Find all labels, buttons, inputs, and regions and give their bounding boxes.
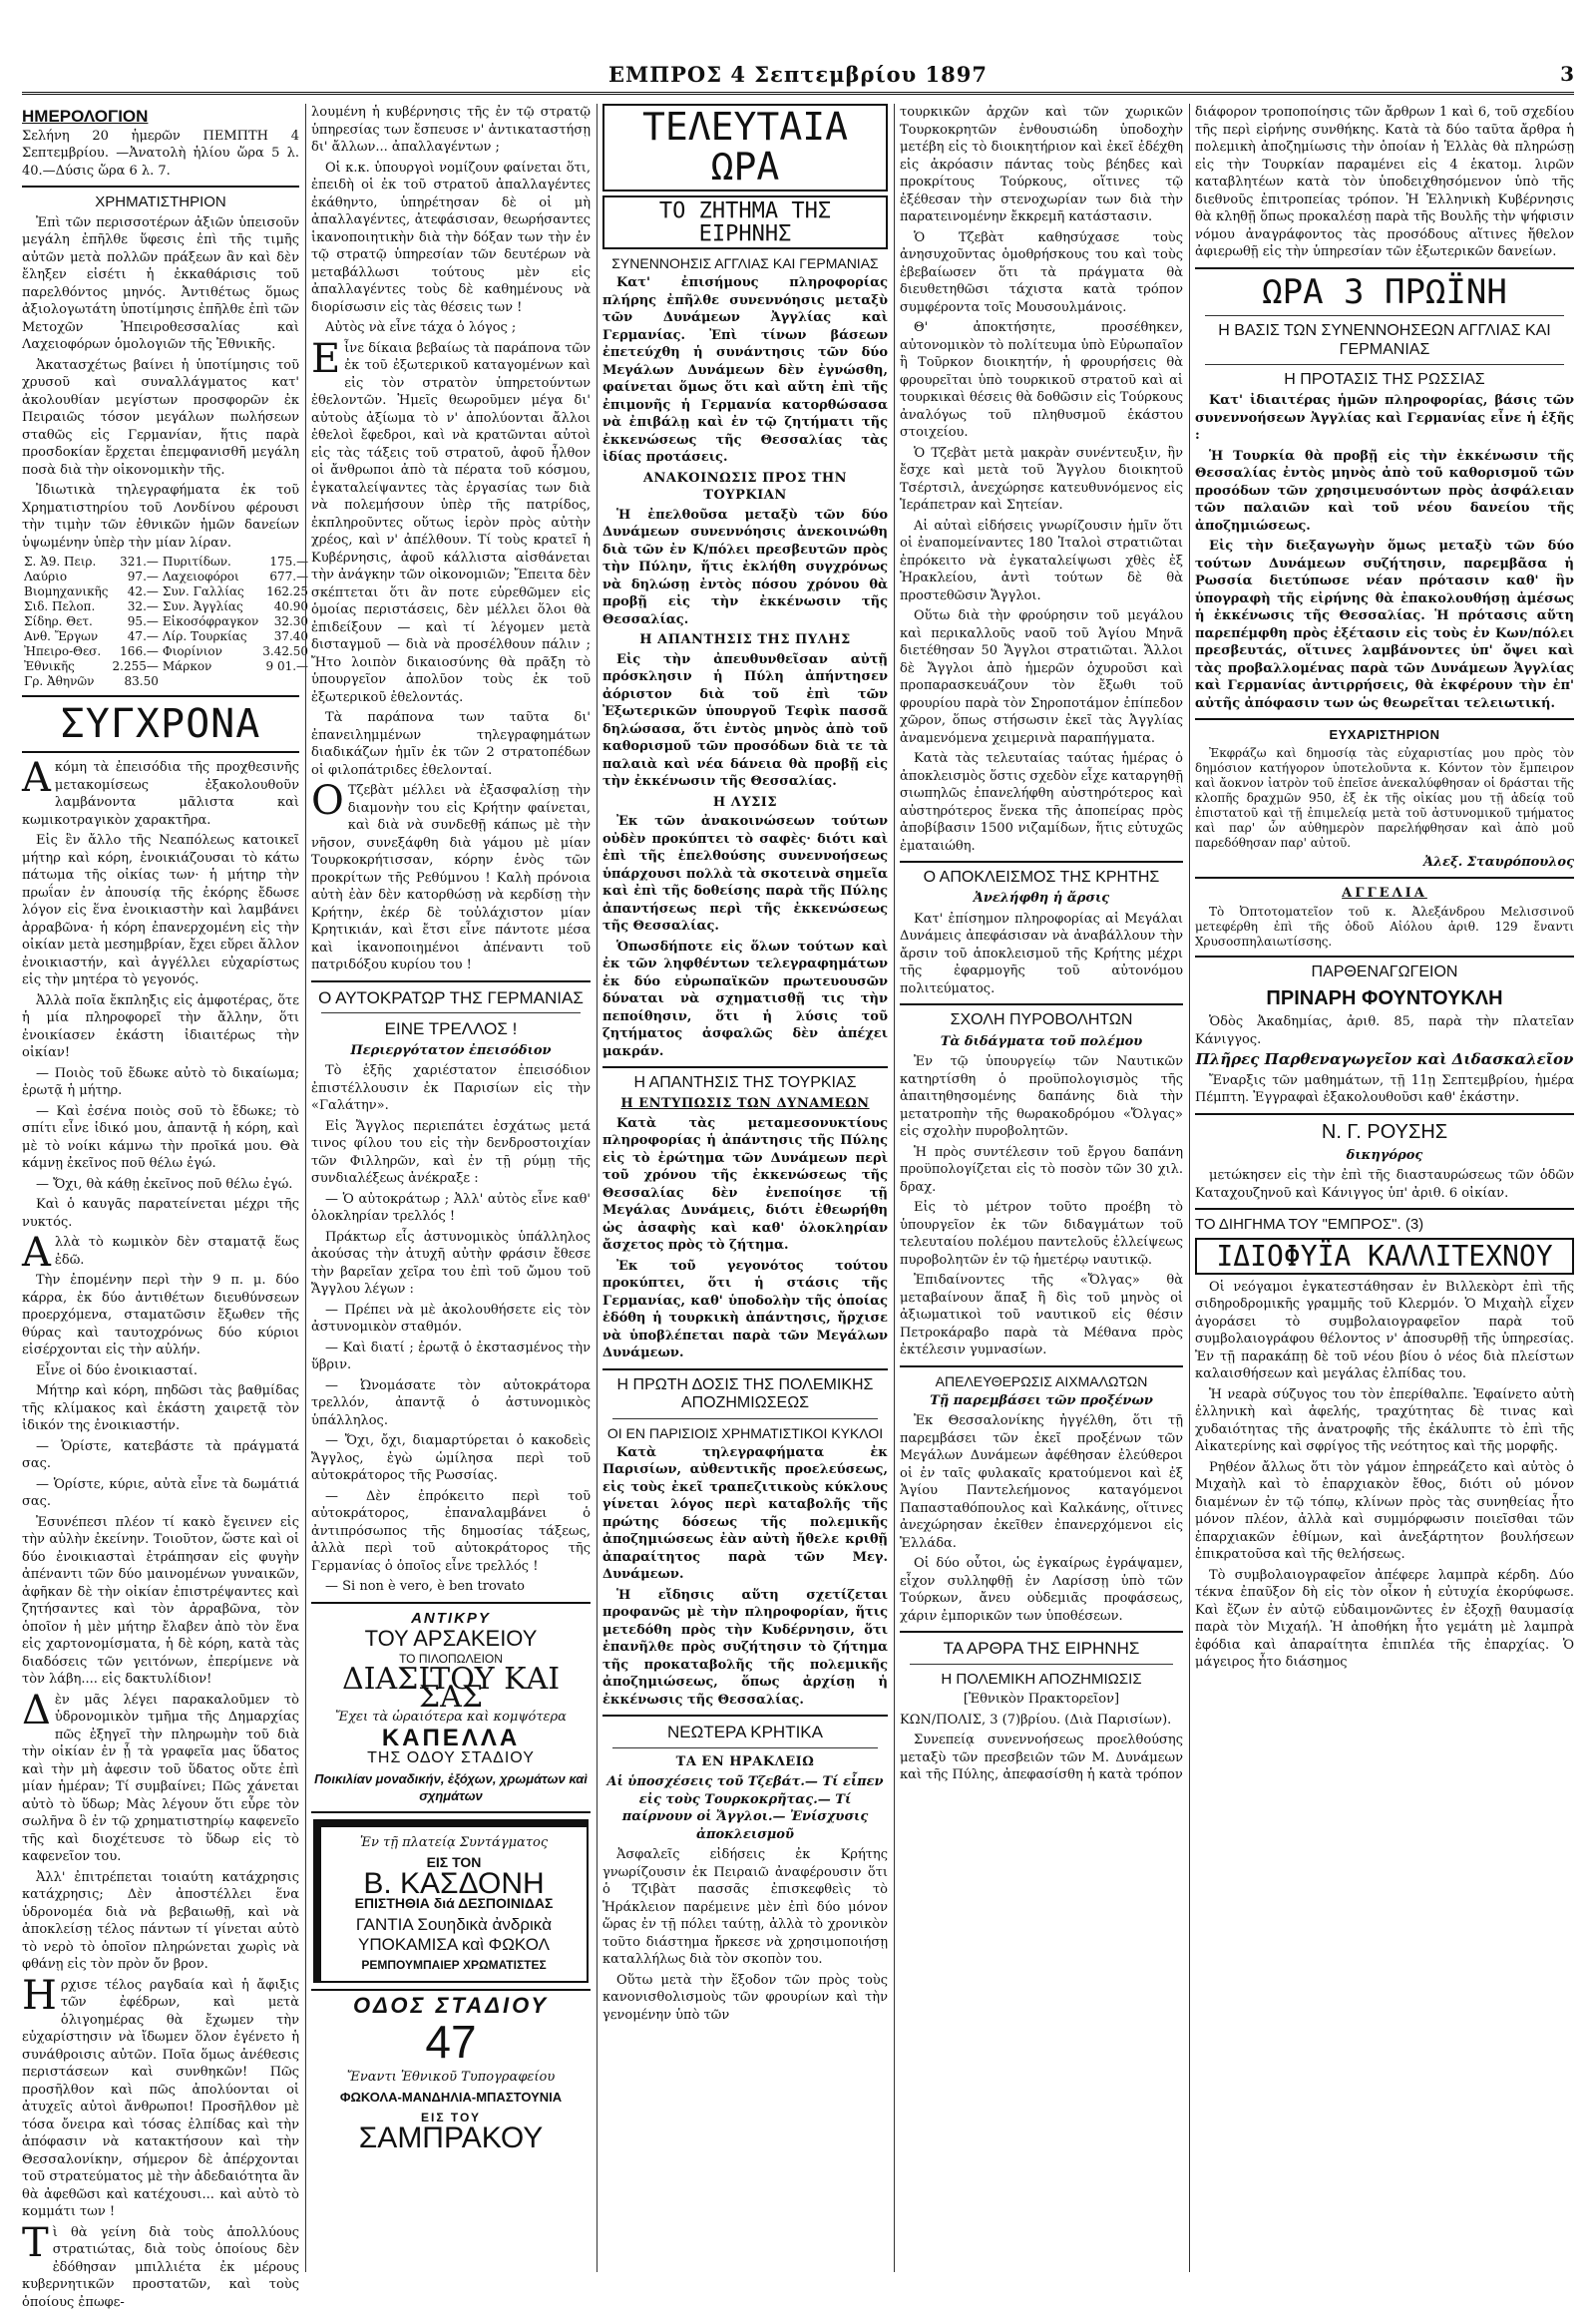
divider <box>1195 267 1574 269</box>
paragraph: — Καὶ ἐσένα ποιὸς σοῦ τὸ ἔδωκε; τὸ σπίτι εἶνε ἰδικό μου, ἀπαντᾷ ἡ κόρη, καὶ μὲ τὸ νοίκι κάμνω τὴν προῖκά μου. Θὰ κάμνῃ ἐκεῖνος ποῦ θέλω ἐγώ. <box>22 1103 299 1172</box>
paragraph-text: ὶ θὰ γείνη διὰ τοὺς ἀπολλύους στρατιώτας, διὰ τοὺς ὁποίους δὲν ἐδόθησαν μπιλλιέτα ἐκ μέρους κυβερνητικῶν προστατῶν, καὶ τοὺς ὁποίους ἐπωφε- <box>22 2224 299 2310</box>
divider <box>311 1811 591 1813</box>
heading-dikigoros: δικηγόρος <box>1346 1147 1423 1163</box>
market-price: 3.42.50 <box>262 644 309 659</box>
paragraph: Κατ' ἐπισήμους πληροφορίας πλήρης ἐπῆλθε συνεννόησις μεταξὺ τῶν Δυνάμεων Ἀγγλίας καὶ Γερμανίας. Ἐπὶ τίνων βάσεων ἐπετεύχθη ἡ συνάντησις τῶν δύο Μεγάλων Δυνάμεων δὲν ἐγνώσθη, φαίνεται ὅμως ὅτι καὶ αὕτη ἐπὶ τῆς ἐπιμονῆς ἡ Γερμανία κατορθώσασα νὰ ἐπιβάλῃ καὶ ἐν τῷ ζητήματι τῆς ἐκκενώσεως τῆς Θεσσαλίας τὰς ἰδίας προτάσεις. <box>602 275 888 466</box>
heading-kritika: ΝΕΩΤΕΡΑ ΚΡΗΤΙΚΑ <box>667 1723 823 1742</box>
market-name: Μάρκον <box>162 659 212 674</box>
heading-zitima: ΤΟ ΖΗΤΗΜΑ ΤΗΣ ΕΙΡΗΝΗΣ <box>658 197 832 246</box>
heading-synennoisis: ΣΥΝΕΝΝΟΗΣΙΣ ΑΓΓΛΙΑΣ ΚΑΙ ΓΕΡΜΑΝΙΑΣ <box>611 254 879 271</box>
paragraph: λουμένη ἡ κυβέρνησις τῆς ἐν τῷ στρατῷ ὑπηρεσίας των ἔσπευσε ν' ἀντικαταστήσῃ δι' ἄλλων... ἀπαλλαγέντων ; <box>311 105 591 155</box>
paragraph: Οἱ νεόγαμοι ἐγκατεστάθησαν ἐν Βιλλεκὸρτ ἐπὶ τῆς σιδηροδρομικῆς γραμμῆς τοῦ Κλερμόν. Ὁ Μιχαὴλ εἶχεν ἀγοράσει τὸ συμβολαιογραφεῖον παρὰ τοῦ συμβολαιογράφου θέλοντος ν' ἀποσυρθῇ τῆς ὑπηρεσίας. Ἐν τῇ παρακάπῃ δὲ τοῦ νέου βίου ὁ νέος διὰ πλείστων καλαισθήσεων καὶ μεγάλας ἐλπίδας του. <box>1195 1279 1574 1382</box>
heading-yposxeseis: Αἱ ὑποσχέσεις τοῦ Τζεβάτ.— Τί εἶπεν εἰς τοὺς Τουρκοκρῆτας.— Τί παίρνουν οἱ Ἄγγλοι.— Ἐνίσχυσις ἀποκλεισμοῦ <box>606 1774 884 1842</box>
ad-line: Ἐν τῇ πλατείᾳ Συντάγματος <box>359 1834 549 1850</box>
ad-line: ΥΠΟΚΑΜΙΣΑ καὶ ΦΩΚΟΛ <box>357 1935 550 1955</box>
paragraph: Οὕτω διὰ τὴν φρούρησιν τοῦ μεγάλου καὶ περικαλλοῦς ναοῦ τοῦ Ἁγίου Μηνᾶ διετέθησαν 50 Ἄγγλοι στρατιῶται. Ἄλλοι δὲ Ἄγγλοι ἀπὸ ἡμερῶν ὀχυροῦσι καὶ προπαρασκευάζουν τὸν ἔξωθι τοῦ φρουρίου παρὰ τὸν Σηροποτάμον ἐπίπεδον χῶρον, ὅπως στήσωσιν ἐκεῖ τὰς Ἀγγλίας ἀναμενόμενα χειμερινὰ παραπήγματα. <box>900 608 1183 746</box>
paragraph <box>22 1230 299 1277</box>
heading-rousis: Ν. Γ. ΡΟΥΣΗΣ <box>1321 1120 1448 1143</box>
newspaper-title: ΕΜΠΡΟΣ 4 Σεπτεμβρίου 1897 <box>608 62 988 87</box>
paragraph: Ἐκ τῶν ἀνακοινώσεων τούτων οὐδὲν προκύπτει τὸ σαφὲς· διότι καὶ ἐπὶ τῆς ἐπελθούσης συνεννοήσεως ὑπάρχουσι πολλὰ τὰ σκοτεινὰ σημεῖα καὶ ἐπὶ τῆς δοθείσης παρὰ τῆς Πύλης ἀπαντήσεως περὶ τῆς ἐκκενώσεως τῆς Θεσσαλίας. <box>602 814 888 935</box>
paragraph: Συνεπείᾳ συνεννοήσεως προελθούσης μεταξὺ τῶν πρεσβειῶν τῶν Μ. Δυνάμεων καὶ τῆς Πύλης, ἀπεφασίσθη ἡ κατὰ τρόπον <box>900 1733 1183 1783</box>
heading-entyposis: Η ΕΝΤΥΠΩΣΙΣ ΤΩΝ ΔΥΝΑΜΕΩΝ <box>620 1096 870 1112</box>
heading-eucharistirion: ΕΥΧΑΡΙΣΤΗΡΙΟΝ <box>1329 727 1440 743</box>
market-price: 47.— <box>127 629 159 644</box>
market-name: Σιδ. Πελοπ. <box>24 599 96 614</box>
paragraph: — Πρέπει νὰ μὲ ἀκολουθήσετε εἰς τὸν ἀστυνομικὸν σταθμόν. <box>311 1302 591 1336</box>
ad-samprakou <box>311 1993 591 2155</box>
paragraph: — Si non è vero, è ben trovato <box>325 1579 525 1595</box>
paragraph: Εἰς Ἄγγλος περιεπάτει ἐσχάτως μετά τινος φίλου του εἰς τὴν δενδροστοιχίαν τῶν Φιλληρῶν, καὶ ἐν τῇ ρύμῃ τῆς συνδιαλέξεως ἀνέκραξε : <box>311 1118 591 1187</box>
heading-polemiki: Η ΠΟΛΕΜΙΚΗ ΑΠΟΖΗΜΙΩΣΙΣ <box>941 1670 1142 1688</box>
page-number: 3 <box>1560 62 1574 86</box>
market-row <box>22 659 310 674</box>
heading-apantisis-pylis: Η ΑΠΑΝΤΗΣΙΣ ΤΗΣ ΠΥΛΗΣ <box>639 632 851 648</box>
heading-arthra: ΤΑ ΑΡΘΡΑ ΤΗΣ ΕΙΡΗΝΗΣ <box>943 1639 1140 1659</box>
paragraph: Ἐπιδαίνοντες τῆς «Ὄλγας» θὰ μεταβαίνουν ἅπαξ ἢ δὶς τοῦ μηνὸς οἱ ἀξιωματικοὶ τοῦ ναυτικοῦ εἰς θέσιν Πετροκάραβο παρὰ τὰ Μέθανα πρὸς ἐκτέλεσιν γυμνασίων. <box>900 1273 1183 1358</box>
market-price: 42.— <box>127 584 159 599</box>
paragraph: Κατὰ τηλεγραφήματα ἐκ Παρισίων, αὐθεντικῆς προελεύσεως, εἰς τοὺς ἐκεῖ τραπεζιτικοὺς κύκλους γίνεται λόγος περὶ καταβολῆς τῆς πρώτης δόσεως τῆς πολεμικῆς ἀποζημιώσεως ἐὰν αὐτὴ ἤθελε κριθῇ ἀπαραίτητος παρὰ τῶν Μεγ. Δυνάμεων. <box>602 1444 888 1583</box>
drop-cap: Α <box>22 755 51 802</box>
paragraph <box>311 778 591 974</box>
ad-line: ΚΑΠΕΛΛΑ <box>381 1724 521 1751</box>
paragraph: Ἡ ἐπελθοῦσα μεταξὺ τῶν δύο Δυνάμεων συνεννόησις ἀνεκοινώθη διὰ τῶν ἐν Κ/πόλει πρεσβευτῶν πρὸς τὴν Πύλην, ἥτις ἐκλήθη συγχρόνως νὰ δηλώσῃ ἐντὸς πόσου χρόνου θὰ προβῇ εἰς τὴν ἐκκένωσιν τῆς Θεσσαλίας. <box>602 507 888 627</box>
masthead-rule <box>22 92 1574 95</box>
column-rule <box>597 104 598 2272</box>
drop-cap: Τ <box>22 2219 49 2266</box>
market-row <box>22 674 310 689</box>
market-price: 677.— <box>269 570 309 584</box>
ad-line: ΣΑΜΠΡΑΚΟΥ <box>358 2121 544 2155</box>
market-name: Ανθ. Ἔργων <box>24 629 99 644</box>
market-price: 97.— <box>127 570 159 584</box>
paragraph: — Ὁρίστε, κατεβάστε τὰ πράγματά σας. <box>22 1438 299 1472</box>
heading-vasis: Η ΒΑΣΙΣ ΤΩΝ ΣΥΝΕΝΝΟΗΣΕΩΝ ΑΓΓΛΙΑΣ ΚΑΙ ΓΕΡΜΑΝΙΑΣ <box>1218 322 1551 358</box>
paragraph: Αὐτὸς νὰ εἶνε τάχα ὁ λόγος ; <box>325 320 517 335</box>
market-price: 9 01.— <box>265 659 309 674</box>
column-rule <box>894 104 895 2272</box>
paragraph <box>22 755 299 829</box>
drop-cap: Ο <box>311 778 344 824</box>
paragraph <box>22 1972 299 2221</box>
paragraph: Οἱ κ.κ. ὑπουργοὶ νομίζουν φαίνεται ὅτι, ἐπειδὴ οἱ ἐκ τοῦ στρατοῦ ἀπαλλαγέντες ἐκάθηντο, ὑπηρέτησαν δὲ οἱ μὴ ἀπαλλαγέντες, ἀτεφάσισαν, θεωρήσαντες ἱκανοποιητικὴν διὰ τὴν δόξαν των τὴν ἐν τῷ στρατῷ ὑπηρεσίαν τῶν δευτέρων νὰ μεταβάλλωσι τούτους μὲν εἰς ἀπαλλαγέντες τοὺς δὲ καθημένους νὰ διορίσωσιν εἰς τὰς θέσεις των ! <box>311 160 591 315</box>
heading-parisioi: ΟΙ ΕΝ ΠΑΡΙΣΙΟΙΣ ΧΡΗΜΑΤΙΣΤΙΚΟΙ ΚΥΚΛΟΙ <box>606 1424 884 1441</box>
paragraph: Ὁδὸς Ἀκαδημίας, ἀριθ. 85, παρὰ τὴν πλατεῖαν Κάνιγγος. <box>1195 1014 1574 1047</box>
paragraph: Ἡ Τουρκία θὰ προβῇ εἰς τὴν ἐκκένωσιν τῆς Θεσσαλίας ἐντὸς μηνὸς ἀπὸ τοῦ καθορισμοῦ τῶν προσόδων τῶν χρησιμευσόντων πρὸς ἀσφάλειαν τῶν παλαιῶν καὶ τοῦ νέου δανείου τῆς ἀποζημιώσεως. <box>1195 448 1574 534</box>
ad-line: ΦΩΚΟΛΑ-ΜΑΝΔΗΛΙΑ-ΜΠΑΣΤΟΥΝΙΑ <box>339 2090 563 2106</box>
market-name: Λαύριο <box>24 570 68 584</box>
divider <box>1205 315 1564 316</box>
paragraph: Ἀσφαλεῖς εἰδήσεις ἐκ Κρήτης γνωρίζουσιν ἐκ Πειραιῶ ἀναφέρουσιν ὅτι ὁ Τζιβὰτ πασσᾶς ἐπισκεφθεὶς τὸ Ἡράκλειον παρέμεινε μὲν ἐπὶ δύο μόνον ὥρας ἐν τῇ πόλει ταύτῃ, ἀλλὰ τὸ χρονικὸν τοῦτο διάστημα ἤρκεσε νὰ χρησιμοποιήσῃ καταλλήλως διὰ τὸν σκοπὸν του. <box>602 1847 888 1968</box>
market-row <box>22 644 310 659</box>
divider <box>22 186 299 188</box>
heading-sygchrona: ΣΥΓΧΡΟΝΑ <box>60 701 261 748</box>
market-price: 2.255— <box>112 659 159 674</box>
paragraph: — Δὲν ἐπρόκειτο περὶ τοῦ αὐτοκράτορος, ἐπαναλαμβάνει ὁ ἀντιπρόσωπος τῆς δημοσίας τάξεως, ἀλλὰ περὶ τοῦ αὐτοκράτορος τῆς Γερμανίας ὁ ὁποῖος εἶνε τρελλός ! <box>311 1488 591 1574</box>
paragraph: Μήτηρ καὶ κόρη, πηδῶσι τὰς βαθμίδας τῆς κλίμακος καὶ ἑκάστη χαιρετᾷ τὸν ἰδικόν της ἐνοικιαστήν. <box>22 1383 299 1434</box>
masthead <box>22 60 1574 100</box>
divider <box>1195 1208 1574 1210</box>
paragraph: Καὶ ὁ καυγᾶς παρατείνεται μέχρι τῆς νυκτός. <box>22 1197 299 1230</box>
paragraph: Ἀκατασχέτως βαίνει ἡ ὑποτίμησις τοῦ χρυσοῦ καὶ συναλλάγματος κατ' ἀκολουθίαν μεγίστων προσφορῶν ἐκ Πειραιῶς τόσον μεγάλων πωλήσεων σταθῶς εἰς Γερμανίαν, ἥτις παρὰ προσδοκίαν ἔρχεται ἐπεμφανισθῆ μεγάλη ποσὰ διὰ τὴν οἰκονομικὴν τῆς. <box>22 357 299 478</box>
source-line: [Ἐθνικὸν Πρακτορεῖον] <box>963 1692 1120 1708</box>
paragraph: Αἱ αὐταὶ εἰδήσεις γνωρίζουσιν ἡμῖν ὅτι οἱ ἐναπομείναντες 180 Ἰταλοὶ στρατιῶται ἐπρόκειτο νὰ ἐγκαταλείψωσι χθὲς ἐξ Ἡρακλείου, ἀντὶ τούτων δὲ θὰ προστεθῶσιν Ἄγγλοι. <box>900 518 1183 603</box>
paragraph: Ἀλλὰ ποῖα ἔκπληξις εἰς ἀμφοτέρας, ὅτε ἡ μία πληροφορεῖ τὴν ἄλλην, ὅτι ἐνοικίασεν ἑκάστη ἰδιαιτέρως τὴν οἰκίαν! <box>22 992 299 1061</box>
market-name: Συν. Γαλλίας <box>162 584 244 599</box>
paragraph: Τὰ παράπονα των ταῦτα δι' ἐπανειλημμένων τηλεγραφημάτων διαδικάζων ἡμῖν ἐκ τῶν 2 στρατοπέδων οἱ φιλοπάτριδες ἐθελονταί. <box>311 710 591 778</box>
paragraph: Κατὰ τὰς τελευταίας ταύτας ἡμέρας ὁ ἀποκλεισμὸς ὅστις σχεδὸν εἶχε καταργηθῇ σιωπηλῶς ἐπανελήφθη αὐστηρότερος καὶ αὐστηρότερος ἕνεκα τῆς ἀποπείρας πρὸς ἀποβίβασιν 1500 νιζαμίδων, ἥτις εὐτυχῶς ἐματαιώθη. <box>900 751 1183 854</box>
heading-apeleutherosis: ΑΠΕΛΕΥΘΕΡΩΣΙΣ ΑΙΧΜΑΛΩΤΩΝ <box>935 1372 1148 1389</box>
paragraph: Ἀλλ' ἐπιτρέπεται τοιαύτη κατάχρησις κατάχρησις; Δὲν ἀποστέλλει ἕνα ὑδρονομέα διὰ νὰ βεβαιωθῇ, καὶ νὰ ἀποκλείσῃ τέλος πάντων τί γίνεται αὐτὸ τὸ νερὸ τὸ ὁποῖον πληρώνεται χωρὶς νὰ φθάνῃ εἰς τὸν πρὸν ὄν βρον. <box>22 1869 299 1973</box>
drop-cap: Η <box>22 1972 57 2019</box>
paragraph: — Ὄχι, θὰ κάθῃ ἐκεῖνος ποῦ θέλω ἐγώ. <box>36 1176 293 1192</box>
ad-line: ΑΝΤΙΚΡΥ <box>411 1609 491 1627</box>
heading-scholi: ΣΧΟΛΗ ΠΥΡΟΒΟΛΗΤΩΝ <box>950 1011 1133 1029</box>
market-price: 32.— <box>127 599 159 614</box>
ad-line: ΕΙΣ ΤΟΝ <box>426 1854 482 1871</box>
heading-proti-dosis: Η ΠΡΩΤΗ ΔΟΣΙΣ ΤΗΣ ΠΟΛΕΜΙΚΗΣ ΑΠΟΖΗΜΙΩΣΕΩΣ <box>616 1375 874 1412</box>
paragraph: Ἐκ Θεσσαλονίκης ἠγγέλθη, ὅτι τῇ παρεμβάσει τῶν ἐκεῖ προξένων τῶν Μεγάλων Δυνάμεων ἀφέθησαν ἐλεύθεροι οἱ ἐν ταῖς φυλακαῖς κρατούμενοι καὶ ἐξ Ἁγίου Παντελεήμονος καταγόμενοι Παπασταθόπουλος καὶ Καλκάνης, οἵτινες ἀνεχώρησαν ἐκεῖθεν ἐπανερχόμενοι εἰς Ἑλλάδα. <box>900 1413 1183 1551</box>
market-price: 40.90 <box>273 599 309 614</box>
ad-line: ΔΙΑΣΙΤΟΥ ΚΑΙ ΣΑΣ <box>341 1662 561 1715</box>
paragraph: — Ὁ αὐτοκράτωρ ; Ἀλλ' αὐτὸς εἶνε καθ' ὁλοκληρίαν τρελλός ! <box>311 1191 591 1225</box>
paragraph: Εἶνε οἱ δύο ἐνοικιασταί. <box>36 1362 198 1378</box>
drop-cap: Α <box>22 1230 51 1277</box>
signature: Ἀλεξ. Σταυρόπουλος <box>1422 854 1574 870</box>
divider <box>900 1631 1183 1633</box>
heading-chrematisterion: ΧΡΗΜΑΤΙΣΤΗΡΙΟΝ <box>95 193 226 211</box>
heading-idiofyia-box <box>1195 1238 1574 1275</box>
paragraph: Κατὰ τὰς μεταμεσονυκτίους πληροφορίας ἡ ἀπάντησις τῆς Πύλης εἰς τὸ ἐρώτημα τῶν Δυνάμεων περὶ τοῦ χρόνου τῆς ἐκκενώσεως τῆς Θεσσαλίας δὲν ἐνεποίησε τῇ Μεγάλας Δυνάμεις, διότι ἐθεωρήθη ὡς ἀσαφὴς καὶ καθ' ὁλοκληρίαν ἄσχετος πρὸς τὸ ζήτημα. <box>602 1115 888 1254</box>
paragraph: Τὸ συμβολαιογραφεῖον ἀπέφερε λαμπρὰ κέρδη. Δύο τέκνα ἐπαῦξον δὴ εἰς τὸν οἶκον ἡ εὐτυχία ἐκορύφωσε. Καὶ ἔζων ἐν αὐτῷ εὐδαιμονῶντες ἐν ἐξοχῇ θαυμασίᾳ παρὰ τὸν Μιχαήλ. Ἡ ἀποθήκη ἦτο γεμάτη μὲ λαμπρὰ ἐφόδια καὶ ἀπαραίτητα ἐπιπλέα τῆς ἐπαρχίας. Ὁ μάγειρος ἦτο διάσημος <box>1195 1567 1574 1671</box>
paragraph: Ἐκφράζω καὶ δημοσίᾳ τὰς εὐχαριστίας μου πρὸς τὸν δημόσιον κατήγορον ὑποτελοῦντα κ. Κόντον τὸν ἔμπειρον καὶ ἄοκνον ἰατρὸν τοῦ ἐπεῖσε ἀνεκαλύφθησαν οἱ δράσται τῆς κλοπῆς δραχμῶν 950, ἐξ ἐκ τῆς οἰκίας μου τῇ ἀδείᾳ τοῦ ἐπιστατοῦ καὶ τῇ ἐπιμελείᾳ μετὰ τοῦ ἀστυνομικοῦ τμήματος καὶ παρ' ὧν αὐθημερὸν παρελήφθησαν καὶ ἀπὸ μοῦ παρεδόθησαν παρ' αὐτοῦ. <box>1195 745 1574 850</box>
market-name: Συν. Ἀγγλίας <box>162 599 243 614</box>
heading-parembasei: Τῇ παρεμβάσει τῶν προξένων <box>930 1392 1153 1408</box>
heading-idiofyia: ΙΔΙΟΦΥΪΑ ΚΑΛΛΙΤΕΧΝΟΥ <box>1216 1239 1553 1273</box>
divider <box>311 1989 591 1991</box>
market-name: Σίδηρ. Θετ. <box>24 614 93 629</box>
paragraph: Ἐσυνέπεσι πλέον τί κακὸ ἔγεινεν εἰς τὴν αὐλὴν ἐκείνην. Τοιοῦτον, ὥστε καὶ οἱ δύο ἐνοικιασταὶ ἐτράπησαν εἰς φυγὴν ἀπέναντι τῶν δύο μαινομένων γυναικῶν, ἀφῆκαν δὲ τὴν οἰκίαν ἐπιστρέψαντες καὶ ζητήσαντες καὶ τὸν ἀρραβῶνα, τὸν ὁποῖον ἡ μὲν μήτηρ ἔλαβεν ἀπὸ τὸν ἕνα εἰς χαρτονομίσματα, ἡ δὲ κόρη, κατὰ τὰς διαδόσεις τῶν γειτόνων, ἐπερίμενε νὰ τὸν λάβη.... εἰς δακτυλίδιον! <box>22 1514 299 1688</box>
ad-line: ΕΠΙΣΤΗΘΙΑ διά ΔΕΣΠΟΙΝΙΔΑΣ <box>354 1895 554 1912</box>
column-5 <box>1195 104 1574 2272</box>
heading-anakoinosis: ΑΝΑΚΟΙΝΩΣΙΣ ΠΡΟΣ ΤΗΝ ΤΟΥΡΚΙΑΝ <box>642 470 848 504</box>
divider <box>1205 364 1564 365</box>
paragraph-text: ἶνε δίκαια βεβαίως τὰ παράπονα τῶν ἐκ τοῦ ἐξωτερικοῦ καταγομένων καὶ εἰς τὸν στρατὸν ὑπηρετούντων ἐθελοντῶν. Ἡμεῖς θεωροῦμεν μέγα δι' αὐτοὺς ἀξίωμα τὸ ν' ἀπολύονται ἄλλοι ἐθελοὶ ἔφεδροι, καὶ νὰ κρατῶνται αὐτοὶ εἰς τὰς τάξεις τοῦ στρατοῦ, ἀφοῦ ἦλθον οἱ ἄνθρωποι ἀπὸ τὰ πέρατα τοῦ κόσμου, ἐγκαταλείψαντες τὰς ἐργασίας των διὰ νὰ πολεμήσουν ὑπὲρ τῆς πατρίδος, ἐκπληροῦντες οὕτως ἱερὸν πρὸς αὐτὴν χρέος, καὶ ν' ἀπέλθουν. Τί τοὺς κρατεῖ ἡ Κυβέρνησις, ἀφοῦ κάλλιστα αἰσθάνεται τὴν ἀνάγκην τῶν οἰκονομιῶν; Ἔπειτα δὲν σκέπτεται ὅτι ἂν ποτε εὑρεθῶμεν εἰς ὁμοίας περιστάσεις, δὲν μέλλει ὅλοι θὰ ἐπιδείξουν — καὶ τί λέγομεν μετὰ δισταγμοῦ — διὰ νὰ προσέλθουν πάλιν ; Ἤτο λοιπὸν δικαιοσύνης θὰ πρᾶξη τὸ ὑπουργεῖον ἀπολῦον τοὺς ἐκ τοῦ ἐξωτερικοῦ ἐθελοντάς. <box>311 340 591 705</box>
market-name: Ἠπειρο-Θεσ. <box>24 644 102 659</box>
paragraph: Εἰς τὴν ἀπευθυνθεῖσαν αὐτῇ πρόσκλησιν ἡ Πύλη ἀπήντησεν ἀόριστον διὰ τοῦ ἐπὶ τῶν Ἐξωτερικῶν ὑπουργοῦ Τεφὶκ πασσᾶ δηλώσασα, ὅτι ἐντὸς μηνὸς ἀπὸ τοῦ καθορισμοῦ τῶν προσόδων διὰ τε τὰ παλαιὰ καὶ νέα δάνεια θὰ προβῇ εἰς τὴν ἐκκένωσιν τῆς Θεσσαλίας. <box>602 651 888 790</box>
ad-line: Ποικιλίαν μοναδικήν, ἐξόχων, χρωμάτων καὶ σχημάτων <box>314 1770 588 1804</box>
market-name: Εἰκοσόφραγκον <box>162 614 259 629</box>
divider <box>900 1365 1183 1367</box>
ad-line: ΓΑΝΤΙΑ Σουηδικὰ ἀνδρικὰ <box>355 1914 553 1934</box>
ad-line: ΤΗΣ ΟΔΟΥ ΣΤΑΔΙΟΥ <box>367 1749 535 1767</box>
market-row <box>22 614 310 629</box>
dateline: ΚΩΝ/ΠΟΛΙΣ, 3 (7)βρίου. (Διὰ Παρισίων). <box>900 1712 1172 1728</box>
market-row <box>22 629 310 644</box>
paragraph: Ἐν τῷ ὑπουργείῳ τῶν Ναυτικῶν κατηρτίσθη ὁ προϋπολογισμὸς τῆς ἀπαιτηθησομένης δαπάνης διὰ τὴν μετατροπὴν τῆς θωρακοδρόμου «Ὄλγας» εἰς σχολὴν πυροβολητῶν. <box>900 1054 1183 1140</box>
column-rule <box>305 104 306 2272</box>
market-table <box>22 555 310 689</box>
market-row <box>22 584 310 599</box>
market-name: Ἐθνικῆς <box>24 659 75 674</box>
heading-aggelia: ΑΓΓΕΛΙΑ <box>1342 886 1427 902</box>
divider <box>602 1715 888 1717</box>
market-price: 162.25 <box>266 584 309 599</box>
drop-cap: Δ <box>22 1687 51 1733</box>
market-price: 175.— <box>269 555 309 570</box>
paragraph: Ἡ εἴδησις αὕτη σχετίζεται προφανῶς μὲ τὴν πληροφορίαν, ἥτις μετεδόθη πρὸς τὴν Κυδέρνησιν, ὅτι ἐπανῆλθε πρὸς συζήτησιν τὸ ζήτημα τῆς προκαταβολῆς τῆς πολεμικῆς ἀποζημιώσεως, ὅπως ἀρχίσῃ ἡ ἐκκένωσις τῆς Θεσσαλίας. <box>602 1587 888 1708</box>
paragraph: Κατ' ἰδιαιτέρας ἡμῶν πληροφορίας, βάσις τῶν συνεννοήσεων Ἀγγλίας καὶ Γερμανίας εἶνε ἡ ἑξῆς : <box>1195 393 1574 444</box>
ad-line: Ἔναντι Ἐθνικοῦ Τυπογραφείου <box>346 2069 556 2085</box>
heading-apokleismos: Ο ΑΠΟΚΛΕΙΣΜΟΣ ΤΗΣ ΚΡΗΤΗΣ <box>923 869 1160 886</box>
heading-diigima: ΤΟ ΔΙΗΓΗΜΑ ΤΟΥ "ΕΜΠΡΟΣ". (3) <box>1195 1216 1424 1234</box>
heading-teleutaia-box <box>602 104 888 192</box>
heading-didagmata: Τὰ διδάγματα τοῦ πολέμου <box>940 1033 1143 1049</box>
column-1 <box>22 104 309 2310</box>
divider <box>1195 877 1574 879</box>
paragraph: — Ὁρίστε, κύριε, αὐτὰ εἶνε τὰ δωμάτιά σας. <box>22 1476 299 1510</box>
market-price: 321.— <box>120 555 159 570</box>
ad-line: Β. ΚΑΣΔΟΝΗ <box>363 1866 545 1900</box>
paragraph: Πράκτωρ εἷς ἀστυνομικὸς ὑπάλληλος ἀκούσας τὴν ἀτυχῆ αὐτὴν φράσιν ἔθεσε τὴν βαρεῖαν χεῖρα του ἐπὶ τοῦ ὤμου τοῦ Ἄγγλου λέγων : <box>311 1229 591 1298</box>
divider <box>22 695 299 697</box>
heading-irakleio: ΤΑ ΕΝ ΗΡΑΚΛΕΙΩ <box>675 1753 815 1769</box>
heading-hemerologion: ΗΜΕΡΟΛΟΓΙΟΝ <box>22 107 149 126</box>
paragraph: Ἡ νεαρὰ σύζυγος του τὸν ἐπερίθαλπε. Ἐφαίνετο αὐτὴ ἐλληνικὴ καὶ ἀφελής, τραχύτητας δὲ τινας καὶ χυδαιότητας τῆς ἀνατροφῆς τῆς ἐκάλυπτε τὸ ἐπὶ τῆς Αἰκατερίνης καὶ σφρίγος τῆς νεότητος καὶ τῆς μορφῆς. <box>1195 1386 1574 1455</box>
divider <box>1195 718 1574 720</box>
drop-cap: Ε <box>311 335 341 382</box>
divider <box>602 1368 888 1370</box>
market-price: 95.— <box>127 614 159 629</box>
paragraph: Ὁ Τζεβὰτ καθησύχασε τοὺς ἀνησυχοῦντας ὁμοθρήσκους του καὶ τοὺς ἐβεβαίωσεν ὅτι τὰ πράγματα θὰ διευθετηθῶσι τάχιστα κατὰ τρόπον συμφέροντα τοῖς Μουσουλμάνοις. <box>900 229 1183 315</box>
divider <box>311 1602 591 1604</box>
paragraph: — Καὶ διατί ; ἐρωτᾷ ὁ ἐκστασμένος τὴν ὕβριν. <box>311 1340 591 1373</box>
heading-prinari: ΠΡΙΝΑΡΗ ΦΟΥΝΤΟΥΚΛΗ <box>1266 987 1503 1010</box>
market-row <box>22 599 310 614</box>
market-name: Βιομηχανικῆς <box>24 584 109 599</box>
ad-line: ΤΟ ΠΙΛΟΠΩΛΕΙΟΝ <box>399 1651 503 1666</box>
market-name: Φιορίνιον <box>162 644 222 659</box>
column-3 <box>602 104 888 2272</box>
heading-parthenagogeion: ΠΑΡΘΕΝΑΓΩΓΕΙΟΝ <box>1311 963 1458 980</box>
paragraph-text: κόμη τὰ ἐπεισόδια τῆς προχθεσινῆς μετακομίσεως ἐξακολουθοῦν λαμβάνοντα μᾶλιστα καὶ κωμικοτραγικὸν χαρακτῆρα. <box>22 760 299 828</box>
divider <box>900 861 1183 863</box>
heading-lysis: Η ΛΥΣΙΣ <box>712 794 778 810</box>
paragraph <box>22 2219 299 2311</box>
paragraph-text: ὲν μᾶς λέγει παρακαλοῦμεν τὸ ὑδρονομικὸν τμῆμα τῆς Δημαρχίας πῶς ἐξηγεῖ τὴν πληρωμὴν τοῦ διὰ τὴν οἰκίαν ἐν ᾗ τὰ γραφεῖα μας ὕδατος καὶ τὴν μὴ ἀφεσιν τοῦ ὕδατος οὔτε ἐπὶ μίαν ἡμέραν; Τί συμβαίνει; Πῶς χάνεται αὐτὸ τὸ ὕδωρ; Μὰς λέγουν ὅτι εὗρε τὸν σωλῆνα ὃ ἐν τῷ χρηματιστηρίῳ καφενεῖο τῆς καὶ διοχέτευσε τὸ ὕδωρ εἰς τὸ καφενεῖον του. <box>22 1692 299 1865</box>
ad-line: Ἔχει τὰ ὡραιότερα καὶ κομψότερα <box>335 1710 567 1726</box>
paragraph: Ὁπωσδήποτε εἰς ὅλων τούτων καὶ ἐκ τῶν ληφθέντων τελεγραφημάτων ἐκ δύο εὐρωπαϊκῶν πρωτευουσῶν δύναται νὰ σχηματισθῇ τις τὴν πεποίθησιν, ὅτι ἡ λύσις τοῦ ζητήματος ἀσφαλῶς δὲν ἀπέχει μακράν. <box>602 939 888 1059</box>
paragraph: Οἱ δύο οὗτοι, ὡς ἐγκαίρως ἐγράψαμεν, εἶχον συλληφθῇ ἐν Λαρίσσῃ ὑπὸ τῶν Τούρκων, ἄνευ οὐδεμιᾶς προφάσεως, χάριν ἐμπορικῶν των ὑποθέσεων. <box>900 1556 1183 1624</box>
divider <box>910 1664 1173 1665</box>
ad-arsakeiou <box>311 1610 591 1805</box>
paragraph: Εἰς τὴν διεξαγωγὴν ὅμως μεταξὺ τῶν δύο τούτων Δυνάμεων συζήτησιν, παρεμβᾶσα ἡ Ρωσσία διετύπωσε νέαν πρότασιν καθ' ἣν ὑπογραφὴ τῆς εἰρήνης θὰ ἐπακολουθήσῃ ἀμέσως ἡ ἐκκένωσις τῆς Θεσσαλίας. Ἡ πρότασις αὕτη παρεπέμφθη πρὸς ἐξέτασιν εἰς τοὺς ἐν Κων/πόλει πρεσβευτάς, οἵτινες λαμβάνοντες ὑπ' ὄψει καὶ τὰς προβαλλομένας παρὰ τῶν Δυνάμεων Ἀγγλίας καὶ Γερμανίας ἀντιρρήσεις, θὰ ἐκφέρουν τὴν ἐπ' αὐτῆς ἀπόφασιν των ὡς θεωρεῖται τελειωτική. <box>1195 539 1574 711</box>
divider <box>1195 956 1574 958</box>
paragraph-text: ρχισε τέλος ραγδαία καὶ ἡ ἄφιξις τῶν ἐφέδρων, καὶ μετὰ ὁλιγοημέρας θὰ ἔχωμεν τὴν εὐχαρίστησιν νὰ ἴδωμεν ὅλον ἐγένετο ἡ συνάθροισις αὐτῶν. Ποῖα ὅμως ἀνέθεσις περιστάσεων καὶ συνθηκῶν! Πῶς προσῆλθον καὶ πῶς ἀπολύονται οἱ ἀτυχεῖς αὐτοὶ ἄνθρωποι! Προσῆλθον μὲ τόσα ὄνειρα καὶ τόσας ἐλπίδας καὶ τὴν ἀπόφασιν νὰ κατακτήσουν καὶ τὴν Θεσσαλονίκην, σήμερον δὲ ἀπέρχονται τοῦ στρατεύματος μὲ τὴν ἀδεδαιότητα ἂν θὰ ἀφεθῶσι καὶ κατέχουσι... καὶ αὐτὸ τὸ κομμάτι των ! <box>22 1977 299 2220</box>
paragraph: Τὸ Ὀπτοτοματεῖον τοῦ κ. Ἀλεξάνδρου Μελισσινοῦ μετεφέρθη ἐπὶ τῆς ὁδοῦ Αἰόλου ἀριθ. 129 ἔναντι Χρυσοσπηλαιωτίσσης. <box>1195 904 1574 949</box>
heading-protasis: Η ΠΡΟΤΑΣΙΣ ΤΗΣ ΡΩΣΣΙΑΣ <box>1284 370 1485 388</box>
paragraph: Ἔναρξις τῶν μαθημάτων, τῇ 11ῃ Σεπτεμβρίου, ἡμέρα Πέμπτη. Ἐγγραφαὶ ἐξακολουθοῦσι καθ' ἑκάστην. <box>1195 1072 1574 1106</box>
divider <box>311 980 591 982</box>
divider <box>22 751 299 753</box>
paragraph: Ἡ πρὸς συντέλεσιν τοῦ ἔργου δαπάνη προϋπολογίζεται εἰς τὸ ποσὸν τῶν 30 χιλ. δραχ. <box>900 1144 1183 1195</box>
divider <box>321 1012 581 1013</box>
heading-ora3: ΩΡΑ 3 ΠΡΩΪΝΗ <box>1262 271 1507 312</box>
paragraph: διάφορον τροποποίησις τῶν ἄρθρων 1 καὶ 6, τοῦ σχεδίου τῆς περὶ εἰρήνης συνθήκης. Κατὰ τὰ δύο ταῦτα ἄρθρα ἡ πολεμικὴ ἀποζημίωσις τὴν ὁποίαν ἡ Ἑλλὰς θὰ πληρώσῃ εἰς τὴν Τουρκίαν παραμένει εἰς 4 ἑκατομ. λιρῶν καταβλητέων κατὰ τὸν ὑποδειχθησόμενον ὑπὸ τῆς διεθνοῦς ἐπιτροπείας τρόπον. Ἡ Ἑλληνικὴ Κυβέρνησις θὰ κληθῇ ὅπως προκαλέσῃ παρὰ τῆς Βουλῆς τὴν ψήφισιν νόμου ἀναγράφοντος τὰς προσόδους αἵτινες ἤθελον ἀφιερωθῇ εἰς τὴν ὑπηρεσίαν τῶν ἐξωτερικῶν δανείων. <box>1195 105 1574 259</box>
heading-plires: Πλῆρες Παρθεναγωγεῖον καὶ Διδασκαλεῖον <box>1195 1050 1574 1069</box>
market-name: Γρ. Ἀθηνῶν <box>24 674 95 689</box>
market-name: Λαχειοφόροι <box>162 570 239 584</box>
paragraph: Οὕτω μετὰ τὴν ἔξοδον τῶν πρὸς τοὺς κανονισθολισμοὺς τῶν φρουρίων καὶ τὴν γενομένην ὑπὸ τῶν <box>602 1972 888 2023</box>
paragraph: Ρηθέον ἄλλως ὅτι τὸν γάμον ἐπηρεάζετο καὶ αὐτὸς ὁ Μιχαὴλ καὶ τὸ ἐπαρχιακὸν ἔθος, διότι οὐ μόνον διαμένων ἐν τῷ τόπῳ, κλίνων πρὸς τὰς συνηθείας ἦτο μόνον πλέον, ἀλλὰ καὶ συμμόρφωσιν ποιεῖσθαι τῶν ἐπαρχιακῶν ἐθίμων, καὶ ἀνεξάρτητον βουλήσεων ἐπικρατοῦσα καὶ τῆς θελήσεως. <box>1195 1459 1574 1563</box>
ad-line: ΟΔΟΣ ΣΤΑΔΙΟΥ <box>352 1993 550 2019</box>
market-name: Πυριτίδων. <box>162 555 231 570</box>
paragraph: Ἐκ τοῦ γεγονότος τούτου προκύπτει, ὅτι ἡ στάσις τῆς Γερμανίας, καθ' ὑποδολὴν τῆς ὁποίας ἐδόθη ἡ τουρκικὴ ἀπάντησις, ἤρχισε νὰ ὑποβλέπεται παρὰ τῶν Μεγάλων Δυνάμεων. <box>602 1258 888 1361</box>
market-name <box>161 674 260 689</box>
market-price: 32.30 <box>273 614 309 629</box>
market-price: 83.50 <box>124 674 159 689</box>
paragraph: Ὁ Τζεβὰτ μετὰ μακρὰν συνέντευξιν, ἣν ἔσχε καὶ μετὰ τοῦ Ἄγγλου διοικητοῦ Τσέρτσιλ, ἀνεχώρησε κατευθυνόμενος εἰς Ἱεράπετραν καὶ Σητείαν. <box>900 445 1183 513</box>
calendar-text: Σελήνη 20 ἡμερῶν ΠΕΜΠΤΗ 4 Σεπτεμβρίου. —Ἀνατολὴ ἡλίου ὥρα 5 λ. 40.—Δύσις ὥρα 6 λ. 7. <box>22 128 299 179</box>
paragraph: — Ὠνομάσατε τὸν αὐτοκράτορα τρελλόν, ἀπαντᾷ ὁ ἀστυνομικὸς ὑπάλληλος. <box>311 1377 591 1428</box>
ad-line: ΤΟΥ ΑΡΣΑΚΕΙΟΥ <box>364 1626 538 1652</box>
paragraph: Εἰς ἓν ἄλλο τῆς Νεαπόλεως κατοικεῖ μήτηρ καὶ κόρη, ἐνοικιάζουσαι τὸ κάτω πάτωμα τῆς οἰκίας των· ἡ μήτηρ τὴν πρωΐαν ἐν ἀπουσίᾳ τῆς ἐκόρης ἔδωσε λόγον εἰς ἕνα ἐνοικιαστὴν καὶ λαμβάνει ἀρραβῶνα· ἡ κόρη ἐπανερχομένη εἰς τὴν οἰκίαν μετὰ μεσημβρίαν, ἔχει εὕρει ἄλλον ἐνοικιαστήν, καὶ ἀγγέλλει εὐχαρίστως εἰς τὴν μητέρα τὸ γεγονός. <box>22 833 299 988</box>
heading-anelithi: Ἀνελήφθη ἡ ἄρσις <box>973 891 1110 907</box>
heading-periergo: Περιεργότατον ἐπεισόδιον <box>350 1042 552 1058</box>
divider <box>900 1003 1183 1005</box>
paragraph: τουρκικῶν ἀρχῶν καὶ τῶν χωρικῶν Τουρκοκρητῶν ἐνθουσιώδη ὑποδοχὴν μετέβη εἰς τὸ διοικητήριον καὶ ἐκεῖ ἐδέχθη εἰς ἀκρόασιν πάντας τοὺς βέηδες καὶ προκρίτους Τούρκους, οἵτινες τῷ ἐξέθεσαν τὴν στενοχωρίαν των διὰ τὴν παρατεινομένην ἔκκρεμῆ κατάστασιν. <box>900 105 1183 224</box>
paragraph: Εἰς τὸ μέτρον τοῦτο προέβη τὸ ὑπουργεῖον ἐκ τῶν διδαγμάτων τοῦ τελευταίου πολέμου παντελοῦς ἐλλείψεως πυροβολητῶν ἐν τῷ ἡμετέρῳ ναυτικῷ. <box>900 1200 1183 1268</box>
paragraph: Τὴν ἐπομένην περὶ τὴν 9 π. μ. δύο κάρρα, ἐκ δύο ἀντιθέτων διευθύνσεων προερχόμενα, σταματῶσιν ἔξωθεν τῆς θύρας καὶ ταυτοχρόνως δύο κύριοι εἰσέρχονται εἰς τὴν αὐλήν. <box>22 1273 299 1358</box>
ad-line: 47 <box>425 2015 477 2068</box>
heading-autokrator: Ο ΑΥΤΟΚΡΑΤΩΡ ΤΗΣ ΓΕΡΜΑΝΙΑΣ <box>318 987 584 1007</box>
paragraph: Θ' ἀποκτήσητε, προσέθηκεν, αὐτονομικὸν τὸ πολίτευμα ὑπὸ Εὐρωπαῖον ἢ Τοῦρκον διοικητήν, ἡ φρουρήσεις θὰ φρουρεῖται ὑπὸ τουρκικοῦ στρατοῦ καὶ αἱ τουρκικαὶ θέσεις θὰ δοθῶσιν εἰς Τούρκους ἀναλόγως τοῦ πληθυσμοῦ ἑκάστου στοιχείου. <box>900 320 1183 440</box>
divider <box>612 1747 878 1748</box>
ad-line: ΕΙΣ ΤΟΥ <box>421 2110 481 2124</box>
market-row <box>22 570 310 584</box>
paragraph: Τὸ ἑξῆς χαριέστατον ἐπεισόδιον ἐπιστέλλουσιν ἐκ Παρισίων εἰς τὴν «Γαλάτην». <box>311 1063 591 1114</box>
divider <box>602 1066 888 1068</box>
ad-line: ΡΕΜΠΟΥΜΠΑΙΕΡ ΧΡΩΜΑΤΙΣΤΕΣ <box>361 1957 547 1972</box>
divider <box>612 1418 878 1419</box>
paragraph: — Ὄχι, ὄχι, διαμαρτύρεται ὁ κακοδεὶς Ἄγγλος, ἐγὼ ὡμίλησα περὶ τοῦ αὐτοκράτορος τῆς Ρωσσίας. <box>311 1433 591 1484</box>
paragraph <box>311 335 591 707</box>
heading-apantisis-tourkias: Η ΑΠΑΝΤΗΣΙΣ ΤΗΣ ΤΟΥΡΚΙΑΣ <box>633 1074 857 1092</box>
paragraph: Ἐπὶ τῶν περισσοτέρων ἀξιῶν ὑπεισοῦν μεγάλη ἐπῆλθε ὕφεσις ἐπὶ τῆς τιμῆς αὐτῶν μετὰ πολλῶν πράξεων ἂν καὶ δὲν ἔληξεν εἰσέτι ἡ ἐκκαθάρισις τοῦ παρελθόντος μηνός. Ἀντιθέτως ὅμως ἀξιολογωτάτη ὑποτίμησις ἐπῆλθε ἐπὶ τῶν Μετοχῶν Ἠπειροθεσσαλίας καὶ Λαχειοφόρων ὁμολογιῶν τῆς Ἐθνικῆς. <box>22 214 299 353</box>
ad-kasdoni <box>313 1819 589 1984</box>
paragraph: μετώκησεν εἰς τὴν ἐπὶ τῆς διασταυρώσεως τῶν ὁδῶν Καταχουζηνοῦ καὶ Κάνιγγος ὑπ' ἀριθ. 6 οἰκίαν. <box>1195 1168 1574 1201</box>
paragraph <box>22 1687 299 1866</box>
paragraph: Ἰδιωτικὰ τηλεγραφήματα ἐκ τοῦ Χρηματιστηρίου τοῦ Λονδίνου φέρουσι τὴν τιμὴν τῶν ἐθνικῶν ἡμῶν δανείων ὑψωμένην ὑπὲρ τὴν μίαν λίραν. <box>22 483 299 551</box>
market-price: 37.40 <box>273 629 309 644</box>
divider <box>1195 1113 1574 1115</box>
column-rule <box>1189 104 1190 2272</box>
market-price: 166.— <box>120 644 159 659</box>
market-price <box>260 674 310 689</box>
heading-teleutaia: ΤΕΛΕΥΤΑΙΑ ΩΡΑ <box>642 105 848 189</box>
heading-zitima-box <box>602 195 888 249</box>
market-name: Λίρ. Τουρκίας <box>162 629 247 644</box>
market-row <box>22 555 310 570</box>
heading-trellos: ΕΙΝΕ ΤΡΕΛΛΟΣ ! <box>384 1019 518 1039</box>
paragraph-text: Τζεβὰτ μέλλει νὰ ἐξασφαλίσῃ τὴν διαμονὴν του εἰς Κρήτην φαίνεται, καὶ διὰ νὰ συνδεθῇ κάπως μὲ τὴν νῆσον, συνεξάφθη διὰ γάμου μὲ μίαν Τουρκοκρήτισσαν, κόρην ἑνὸς τῶν προκρίτων τῆς Ρεθύμνου ! Καλὴ πρόνοια αὐτὴ ἐὰν δὲν κατορθώσῃ νὰ κερδίσῃ τὴν Κρήτην, ἐκέρ δὲ τοὐλάχιστον μίαν Κρητικιάν, καὶ ἔτσι εἶνε πάντοτε μέσα καὶ ἱκανοποιημένοι ἀπέναντι τοῦ πατριδόξου κυρίου του ! <box>311 783 591 972</box>
paragraph: Κατ' ἐπίσημον πληροφορίας αἱ Μεγάλαι Δυνάμεις ἀπεφάσισαν νὰ ἀναβάλλουν τὴν ἄρσιν τοῦ ἀποκλεισμοῦ τῆς Κρήτης μέχρι τῆς ἐφαρμογῆς τοῦ αὐτονόμου πολιτεύματος. <box>900 911 1183 996</box>
column-4 <box>900 104 1183 2272</box>
column-2 <box>311 104 591 2272</box>
paragraph-text: λλὰ τὸ κωμικὸν δὲν σταματᾷ ἕως ἐδῶ. <box>54 1235 299 1268</box>
paragraph: — Ποιὸς τοῦ ἔδωκε αὐτὸ τὸ δικαίωμα; ἐρωτᾷ ἡ μήτηρ. <box>22 1065 299 1099</box>
market-name: Σ. Ἀ9. Πειρ. <box>24 555 97 570</box>
